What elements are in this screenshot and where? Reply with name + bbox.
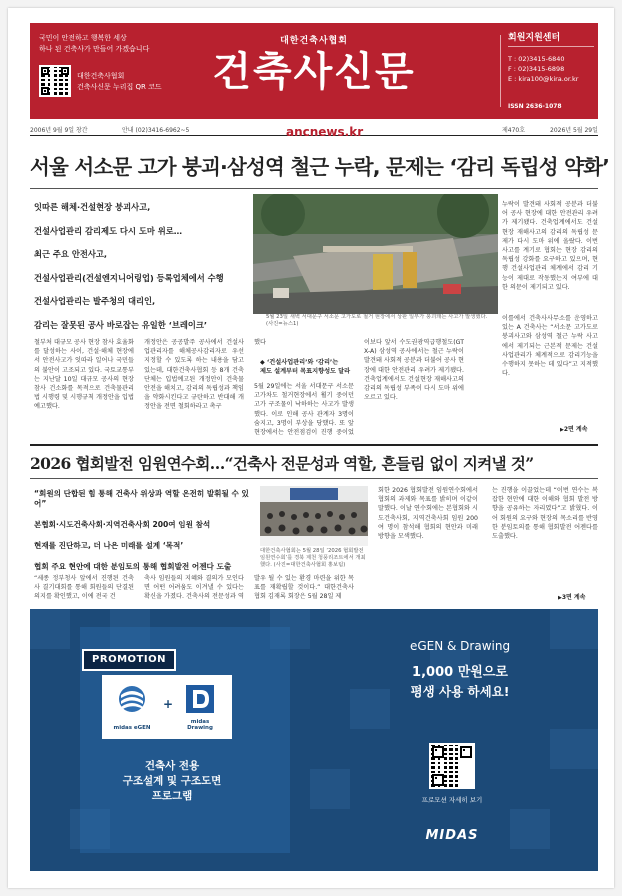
- ad-tagline: 평생 사용 하세요!: [410, 684, 510, 699]
- story2-column-2: 축사 임원들의 지혜와 결의가 모인다면 어떤 어려움도 이겨낼 수 있다는 확신을 가졌다. 건축사의 전문성과 역: [144, 575, 244, 601]
- masthead-center: [194, 33, 434, 98]
- ad-product-names: eGEN & Drawing: [409, 639, 511, 653]
- subhead: 건설사업관리(건설엔지니어링업) 등록업체에서 수행: [34, 272, 224, 283]
- subhead: 잇따른 해체·건설현장 붕괴사고,: [34, 202, 151, 212]
- promotion-qr-code[interactable]: [429, 743, 475, 789]
- drawing-label: midas Drawing: [187, 719, 213, 731]
- subhead: 본협회·시도건축사회·지역건축사회 200여 임원 참석: [34, 520, 211, 529]
- midas-brand-logo: MIDAS: [425, 828, 479, 843]
- egen-label: midas eGEN: [113, 725, 151, 731]
- drawing-logo-icon: [180, 681, 220, 721]
- photo-caption: 5월 23일 새벽 서대문구 서소문 고가도로 철거 현장에서 상판 일부가 붕괴돼는 사고가 발생했다. (사진=뉴스1): [266, 314, 488, 327]
- main-headline[interactable]: 서울 서소문 고가 붕괴·삼성역 철근 누락, 문제는 ‘감리 독립성 약화’: [30, 155, 610, 179]
- promotion-label: PROMOTION: [82, 649, 176, 671]
- plus-sign: +: [163, 697, 174, 711]
- box-title-line2: 제도 설계부터 목표지향성도 달라: [260, 368, 351, 375]
- midas-advertisement[interactable]: [30, 609, 598, 871]
- member-center-title: 회원지원센터: [508, 33, 594, 47]
- qr-caption-line2: 건축사신문 누리집 QR 코드: [77, 83, 162, 91]
- ad-sub-line2: 구조설계 및 구조도면: [122, 775, 222, 787]
- section-rule: [30, 444, 598, 446]
- headline-rule: [30, 188, 598, 189]
- ad-sub-line3: 프로그램: [151, 790, 193, 802]
- masthead-divider: [500, 35, 501, 107]
- qr-caption: [77, 71, 187, 93]
- story2-column-3: 발우 될 수 있는 환경 마련을 위한 목표를 재확립할 것이다.” 대한건축사협회 김재록 회장은 5월 28일 제: [254, 575, 354, 601]
- site-qr-code[interactable]: [39, 65, 71, 97]
- masthead: [30, 23, 598, 119]
- contact-number: 안내 (02)3416-6962~5: [122, 127, 190, 134]
- fax-number: F : 02)3415-6898: [508, 65, 565, 73]
- issue-date: 2026년 5월 29일: [550, 127, 598, 134]
- headline2-rule: [30, 478, 598, 479]
- subhead: 협회 주요 현안에 대한 분임토의 통해 협회발전 어젠다 도출: [34, 562, 232, 571]
- tel-number: T : 02)3415-6840: [508, 55, 565, 63]
- qr-caption-line1: 대한건축사협회: [77, 72, 125, 80]
- founded-date: 2006년 9월 9일 창간: [30, 127, 88, 134]
- drawing-logo: [180, 681, 220, 733]
- collapse-photo[interactable]: [253, 194, 498, 314]
- slogan-line1: 국민이 안전하고 행복한 세상: [39, 34, 127, 42]
- seminar-photo-caption: 대한건축사협회는 5월 28일 ‘2026 협회발전 임원연수회’를 경북 제천 청풍리조트에서 개최했다. (사진=대한건축사협회 홍보팀): [260, 548, 366, 568]
- continued-link-3[interactable]: ▶ 3면 계속: [558, 592, 586, 601]
- subhead: “회원의 단합된 힘 통해 건축사 위상과 역할 온전히 발휘될 수 있어”: [34, 489, 249, 508]
- story1-column-4: 이보다 앞서 수도권광역급행철도(GTX-A) 삼성역 공사에서는 철근 누락이 발견돼 사회적 공분과 더불어 공사 현장에 대한 안전관리 우려가 제기됐다. 건축업계에서도 건설현장 재해사고의 감리의 독립성 부족이 다시 도마 위에 오르고 있다.: [364, 339, 464, 402]
- seminar-photo[interactable]: [260, 486, 368, 546]
- dateline: [30, 122, 598, 139]
- story1-column-6: 이를에서 건축사사무소를 운영하고 있는 A 건축사는 “서소문 고가도로 붕괴사고와 삼성역 철근 누락 사고에서 제기되는 근본적 문제는 건설사업관리가 체계적으로 감리기능을 수행하지 못하는 데 있다”고 지적했다.: [502, 315, 598, 378]
- association-name: 대한건축사협회: [280, 36, 348, 46]
- story1-subheads: [34, 202, 240, 343]
- promotion-qr-caption: 프로모션 자세히 보기: [421, 796, 483, 804]
- subhead: 건설사업관리 감리제도 다시 도마 위로…: [34, 225, 183, 236]
- email-address[interactable]: E : kira100@kira.or.kr: [508, 75, 579, 83]
- box-title-text1: ‘건설사업관리’와 ‘감리’는: [266, 359, 339, 366]
- story1-column-1: 철부처 대규모 공사 현장 참사 효율화를 달성하는 사이, 건설·해체 현장에서 안전사고가 잇따라 일어나 국민들의 불안이 고조되고 있다. 국토교통부는 지난달 10일 대규모 공사의 현장 참사 건소화를 목적으로 건축물관리법 시행령 및 시행규칙 개정안을 입법예고했다.: [34, 339, 134, 411]
- egen-logo-icon: [112, 681, 152, 721]
- product-logos: [102, 675, 232, 739]
- story2-column-1: “세종 정부청사 앞에서 진행된 건축사 결기대회를 통해 회원들의 단결된 의지를 확인했고, 이에 전국 건: [34, 575, 134, 601]
- member-center-info: [508, 33, 594, 84]
- subhead: 건설사업관리는 발주청의 대리인,: [34, 296, 156, 306]
- newspaper-title[interactable]: 건축사신문: [212, 48, 416, 95]
- ad-subtitle: [82, 759, 262, 804]
- story1-column-2: 개정안은 공공발주 공사에서 건설사업관리자를 해체공사감리자로 우선 지정할 수 있도록 하는 내용을 담고 있는데, 대한건축사협회 등 8개 건축단체는 입법예고된 개정안이 건축물 안전을 해치고, 감리의 독립성과 책임을 약화시킨다고 규탄하고 반대해 개정안을 전면 철회하라고 촉구: [144, 339, 244, 411]
- subhead: 감리는 잘못된 공사 바로잡는 유일한 ‘브레이크’: [34, 319, 208, 330]
- issn: ISSN 2636-1078: [508, 103, 562, 110]
- slogan-line2: 하나 된 건축사가 만들어 가겠습니다: [39, 45, 150, 53]
- newspaper-page: [8, 8, 614, 888]
- story2-subheads: [34, 489, 256, 583]
- issue-number: 제470호: [502, 127, 526, 134]
- story2-column-6: 는 진행을 이끌었는데 “이번 연수는 복잡한 현안에 대한 이해와 협회 발전 방향을 공유하는 자리였다”고 밝혔다. 이어 회원의 요구와 현장의 목소리를 반영한 분임토의를 통해 협회발전 어젠다를 도출했다.: [492, 487, 598, 541]
- ad-sub-line1: 건축사 전용: [144, 760, 200, 772]
- side-box-title: [260, 358, 360, 376]
- story1-column-3: 5월 29일에는 서울 서대문구 서소문 고가차도 철거현장에서 휠기 중이던 고가 구조물이 낙하하는 사고가 발생했다. 이로 인해 공사 관계자 3명이 숨지고, 3명이 부상을 당했다. 또 앞 현장에서는 안전점검이 진행 중이었: [254, 383, 354, 436]
- box-title-line1: ◆ ‘건설사업관리’와 ‘감리’는: [260, 359, 339, 366]
- site-domain-link[interactable]: ancnews.kr: [286, 125, 364, 139]
- story2-column-4: 회한 2026 협회발전 임원연수회에서 협회의 과제와 목표를 밝히며 이같이 말했다. 이날 연수회에는 본협회와 시도건축사회, 지역건축사회 임원 200여 명이 참석해 협회의 현안과 미래 방향을 모색했다.: [378, 487, 478, 541]
- story1-column-5: 누락이 발견돼 사회적 공분과 더불어 공사 현장에 대한 안전관리 우려가 제기됐다. 건축업계에서도 건설현장 재해사고의 감리의 독립성 문제가 다시 도마 위에 올랐다. 이번 사고를 계기로 협회는 현장 감리의 독립성 강화를 요구하고 있으며, 현행 건설사업관리 체계에서 감리 기능이 제대로 작동했는지 여부에 대한 의문이 제기되고 있다.: [502, 201, 598, 291]
- second-headline[interactable]: 2026 협회발전 임원연수회…“건축사 전문성과 역할, 흔들림 없이 지켜낼 것”: [30, 454, 534, 473]
- subhead: 현재를 진단하고, 더 나은 미래를 설계 ‘목적’: [34, 541, 184, 550]
- subhead: 최근 주요 안전사고,: [34, 249, 108, 259]
- continued-link-2[interactable]: ▶ 2면 계속: [560, 424, 588, 433]
- ad-price: 1,000 만원으로: [412, 665, 508, 680]
- masthead-left: [39, 33, 179, 91]
- story1-column-2-tail: 했다: [254, 339, 266, 346]
- egen-logo: [112, 681, 152, 733]
